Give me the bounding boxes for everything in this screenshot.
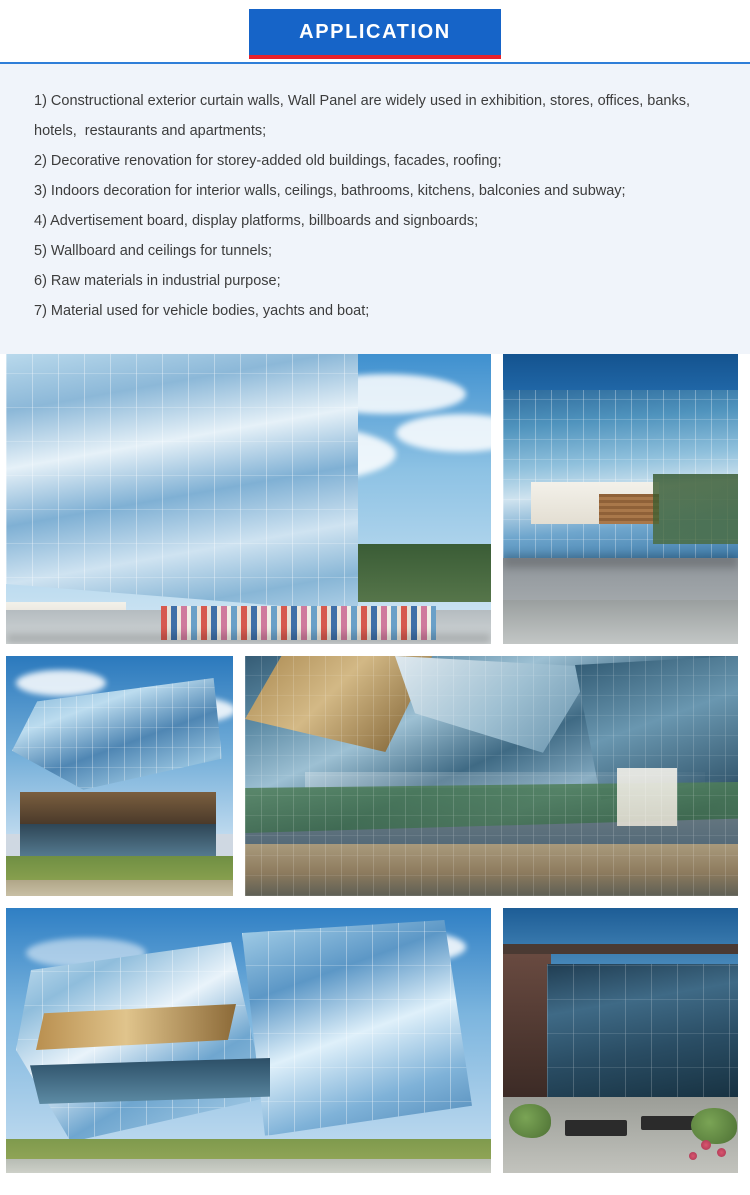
application-list-block [0,64,750,354]
gallery-image-crystalline-blue-facade [6,908,491,1173]
list-item: 5) Wallboard and ceilings for tunnels; [34,243,273,259]
page-title-box [249,9,501,59]
image-gallery [0,354,750,1173]
gallery-row [6,908,744,1173]
list-item: 6) Raw materials in industrial purpose; [34,273,281,289]
gallery-row [6,354,744,644]
list-item: 3) Indoors decoration for interior walls, ceilings, bathrooms, kitchens, balconies and subway; [34,183,626,199]
list-item: 1) Constructional exterior curtain walls, Wall Panel are widely used in exhibition, stores, offices, banks, hotels, restaurants and apartments; [34,93,695,139]
list-item: 2) Decorative renovation for storey-added old buildings, facades, roofing; [34,153,502,169]
list-item: 7) Material used for vehicle bodies, yachts and boat; [34,303,370,319]
gallery-image-angular-mirrored-building [6,656,233,896]
gallery-image-glass-facade-white-house [503,354,738,644]
page-title: APPLICATION [299,20,451,43]
gallery-row [6,656,744,896]
list-item: 4) Advertisement board, display platforms, billboards and signboards; [34,213,479,229]
gallery-image-tinted-storefront-benches [503,908,738,1173]
header-band [0,0,750,64]
gallery-image-faceted-mirror-panels [245,656,738,896]
gallery-image-curtain-wall-striped-fence [6,354,491,644]
application-list [34,86,716,326]
